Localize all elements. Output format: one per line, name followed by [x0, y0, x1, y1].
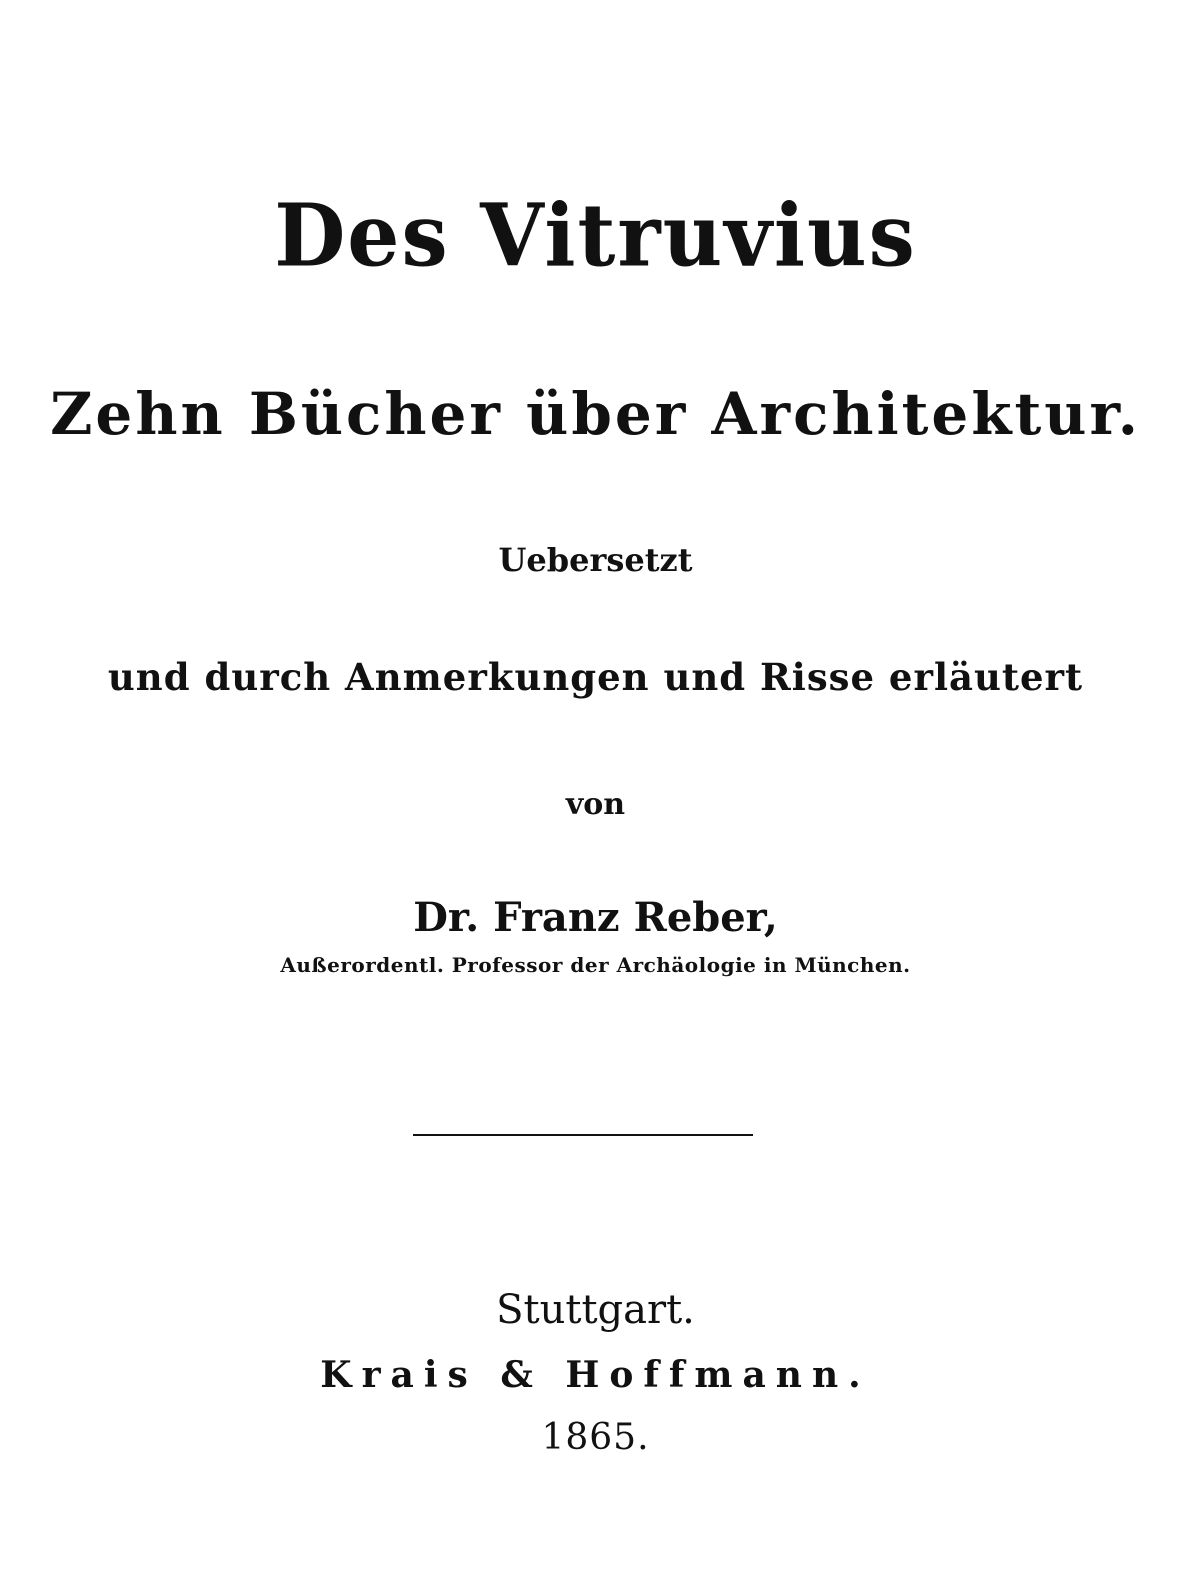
- publisher-name: Krais & Hoffmann.: [320, 1354, 871, 1396]
- by-line: von: [565, 787, 626, 822]
- book-subtitle: Zehn Bücher über Architektur.: [50, 380, 1141, 448]
- publication-year: 1865.: [541, 1417, 650, 1458]
- explained-line: und durch Anmerkungen und Risse erläutert: [107, 655, 1084, 699]
- divider-rule: [413, 1134, 753, 1136]
- author-name: Dr. Franz Reber,: [413, 894, 778, 941]
- book-title: Des Vitruvius: [274, 185, 917, 287]
- author-affiliation: Außerordentl. Professor der Archäologie in München.: [280, 953, 911, 977]
- translated-line: Uebersetzt: [498, 541, 693, 579]
- publication-city: Stuttgart.: [496, 1287, 695, 1333]
